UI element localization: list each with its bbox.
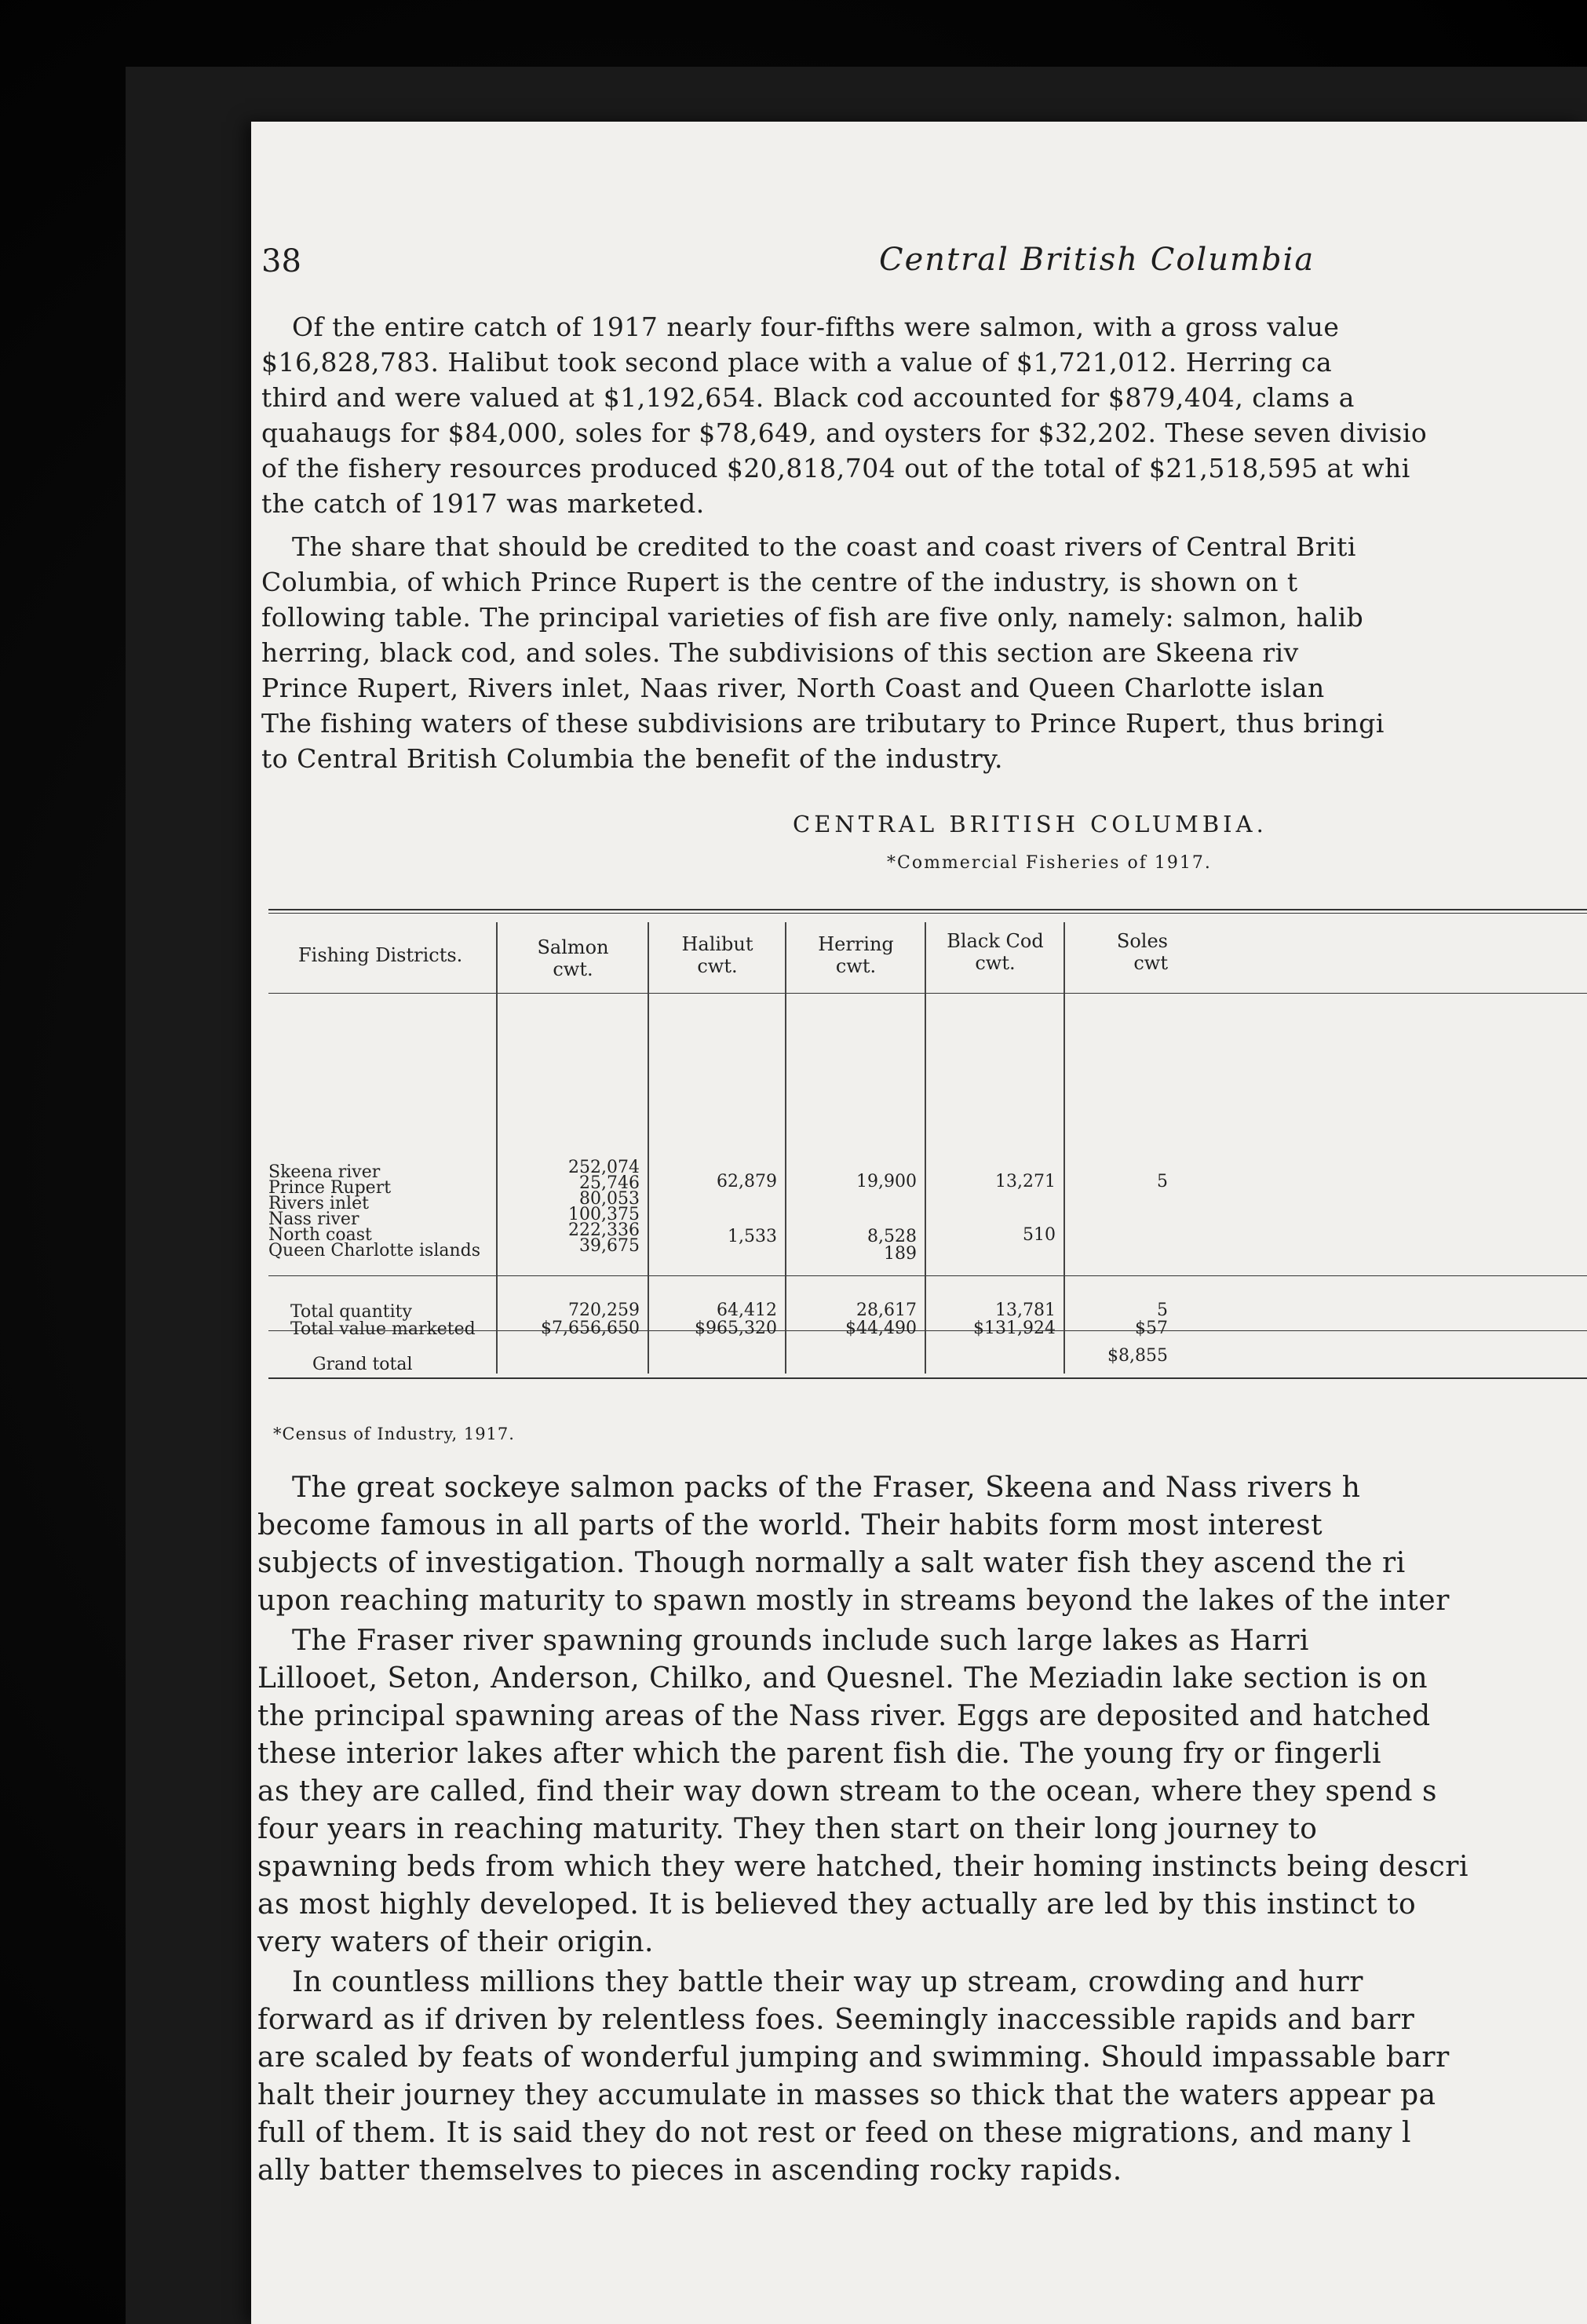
total-value-herring: $44,490: [845, 1319, 917, 1338]
column-name: Soles: [1116, 930, 1168, 952]
text-line: very waters of their origin.: [257, 1926, 654, 1958]
column-name: Black Cod: [947, 930, 1044, 952]
table-cell: 25,746: [579, 1173, 640, 1193]
table-sub-caption: *Commercial Fisheries of 1917.: [887, 853, 1212, 873]
total-value-label: Total value marketed: [290, 1321, 476, 1338]
text-line: Of the entire catch of 1917 nearly four-fifths were salmon, with a gross value: [292, 312, 1340, 342]
district-name: North coast: [268, 1227, 372, 1244]
text-line: ally batter themselves to pieces in ascending rocky rapids.: [257, 2154, 1122, 2187]
column-unit: cwt.: [975, 952, 1016, 974]
text-line: become famous in all parts of the world. Their habits form most interest: [257, 1509, 1323, 1541]
district-name: Queen Charlotte islands: [268, 1242, 481, 1260]
text-line: spawning beds from which they were hatched, their homing instincts being descri: [257, 1851, 1469, 1883]
text-line: $16,828,783. Halibut took second place with a value of $1,721,012. Herring ca: [261, 347, 1333, 378]
district-name: Rivers inlet: [268, 1195, 369, 1213]
text-line: Lillooet, Seton, Anderson, Chilko, and Quesnel. The Meziadin lake section is on: [257, 1662, 1428, 1695]
text-line: The share that should be credited to the coast and coast rivers of Central Briti: [292, 531, 1356, 562]
grand-total-label: Grand total: [312, 1356, 413, 1374]
text-line: of the fishery resources produced $20,818,704 out of the total of $21,518,595 at whi: [261, 453, 1410, 483]
table-totals-rule: [268, 1275, 1587, 1276]
column-unit: cwt.: [553, 958, 593, 980]
table-row-stub: [268, 1180, 492, 1197]
text-line: halt their journey they accumulate in masses so thick that the waters appear pa: [257, 2079, 1436, 2111]
district-name: Skeena river: [268, 1164, 381, 1181]
table-cell: 252,074: [568, 1158, 640, 1177]
table-cell: 100,375: [568, 1205, 640, 1224]
column-unit: cwt.: [697, 955, 738, 977]
text-line: four years in reaching maturity. They then start on their long journey to: [257, 1813, 1318, 1845]
table-top-rule-thin: [268, 913, 1587, 914]
text-line: as most highly developed. It is believed they actually are led by this instinct to: [257, 1888, 1417, 1921]
column-divider: [785, 922, 786, 1374]
column-name: Halibut: [681, 933, 753, 955]
text-line: In countless millions they battle their way up stream, crowding and hurr: [292, 1966, 1363, 1998]
table-cell: 62,879: [717, 1172, 777, 1191]
table-cell: 5: [1157, 1172, 1168, 1191]
table-cell: 222,336: [568, 1220, 640, 1240]
total-value-black-cod: $131,924: [973, 1319, 1056, 1338]
table-bottom-rule: [268, 1377, 1587, 1379]
text-line: Prince Rupert, Rivers inlet, Naas river, North Coast and Queen Charlotte islan: [261, 673, 1325, 703]
column-header-salmon: [498, 936, 648, 980]
page-number: 38: [261, 243, 301, 279]
grand-total-value: $8,855: [1107, 1346, 1168, 1366]
text-line: upon reaching maturity to spawn mostly in streams beyond the lakes of the inter: [257, 1585, 1450, 1617]
text-line: are scaled by feats of wonderful jumping and swimming. Should impassable barr: [257, 2041, 1450, 2074]
stub-header: Fishing Districts.: [298, 944, 463, 966]
text-line: full of them. It is said they do not rest or feed on these migrations, and many l: [257, 2117, 1411, 2149]
text-line: Columbia, of which Prince Rupert is the centre of the industry, is shown on t: [261, 567, 1298, 597]
table-row-stub: [268, 1195, 492, 1213]
table-caption: CENTRAL BRITISH COLUMBIA.: [793, 811, 1268, 837]
total-value-soles: $57: [1135, 1319, 1168, 1338]
column-divider: [648, 922, 649, 1374]
column-name: Salmon: [537, 936, 609, 958]
text-line: herring, black cod, and soles. The subdivisions of this section are Skeena riv: [261, 637, 1299, 668]
text-line: quahaugs for $84,000, soles for $78,649, and oysters for $32,202. These seven divisio: [261, 418, 1428, 448]
column-divider: [925, 922, 926, 1374]
total-quantity-halibut: 64,412: [717, 1301, 777, 1320]
text-line: The fishing waters of these subdivisions are tributary to Prince Rupert, thus bringi: [261, 708, 1385, 739]
text-line: following table. The principal varieties of fish are five only, namely: salmon, halib: [261, 602, 1364, 633]
table-cell: 8,528: [867, 1227, 917, 1246]
text-line: forward as if driven by relentless foes. Seemingly inaccessible rapids and barr: [257, 2004, 1415, 2036]
total-quantity-herring: 28,617: [856, 1301, 917, 1320]
total-quantity-salmon: 720,259: [568, 1301, 640, 1320]
column-divider: [496, 922, 498, 1374]
column-header-soles: [1066, 930, 1168, 974]
table-top-rule: [268, 909, 1587, 910]
table-cell: 189: [884, 1244, 917, 1264]
column-name: Herring: [818, 933, 894, 955]
table-row-stub: [268, 1242, 492, 1260]
text-line: third and were valued at $1,192,654. Black cod accounted for $879,404, clams a: [261, 382, 1355, 413]
text-line: to Central British Columbia the benefit of the industry.: [261, 743, 1004, 774]
text-line: the catch of 1917 was marketed.: [261, 488, 705, 519]
total-quantity-soles: 5: [1157, 1301, 1168, 1320]
table-cell: 510: [1023, 1225, 1056, 1245]
table-row-stub: [268, 1227, 492, 1244]
text-line: the principal spawning areas of the Nass river. Eggs are deposited and hatched: [257, 1700, 1431, 1732]
text-line: as they are called, find their way down stream to the ocean, where they spend s: [257, 1775, 1437, 1808]
total-value-halibut: $965,320: [695, 1319, 777, 1338]
running-title: Central British Columbia: [879, 242, 1315, 278]
table-cell: 80,053: [579, 1189, 640, 1209]
table-row-stub: [268, 1164, 492, 1181]
text-line: The great sockeye salmon packs of the Fraser, Skeena and Nass rivers h: [292, 1472, 1361, 1504]
district-name: Nass river: [268, 1211, 359, 1228]
total-quantity-label: Total quantity: [290, 1304, 412, 1321]
table-footnote: *Census of Industry, 1917.: [273, 1425, 515, 1443]
total-quantity-black-cod: 13,781: [995, 1301, 1056, 1320]
text-line: subjects of investigation. Though normally a salt water fish they ascend the ri: [257, 1547, 1406, 1579]
column-header-herring: [787, 933, 925, 977]
column-unit: cwt: [1133, 952, 1168, 974]
column-header-black-cod: [927, 930, 1063, 974]
column-header-halibut: [650, 933, 785, 977]
table-cell: 39,675: [579, 1236, 640, 1256]
column-divider: [1063, 922, 1065, 1374]
table-cell: 13,271: [995, 1172, 1056, 1191]
table-cell: 19,900: [856, 1172, 917, 1191]
book-page: [251, 122, 1587, 2324]
district-name: Prince Rupert: [268, 1180, 392, 1197]
column-unit: cwt.: [835, 955, 877, 977]
table-row-stub: [268, 1211, 492, 1228]
text-line: The Fraser river spawning grounds include such large lakes as Harri: [292, 1625, 1309, 1657]
table-cell: 1,533: [728, 1227, 777, 1246]
total-value-salmon: $7,656,650: [541, 1319, 640, 1338]
text-line: these interior lakes after which the parent fish die. The young fry or fingerli: [257, 1738, 1382, 1770]
table-header-rule: [268, 993, 1587, 994]
